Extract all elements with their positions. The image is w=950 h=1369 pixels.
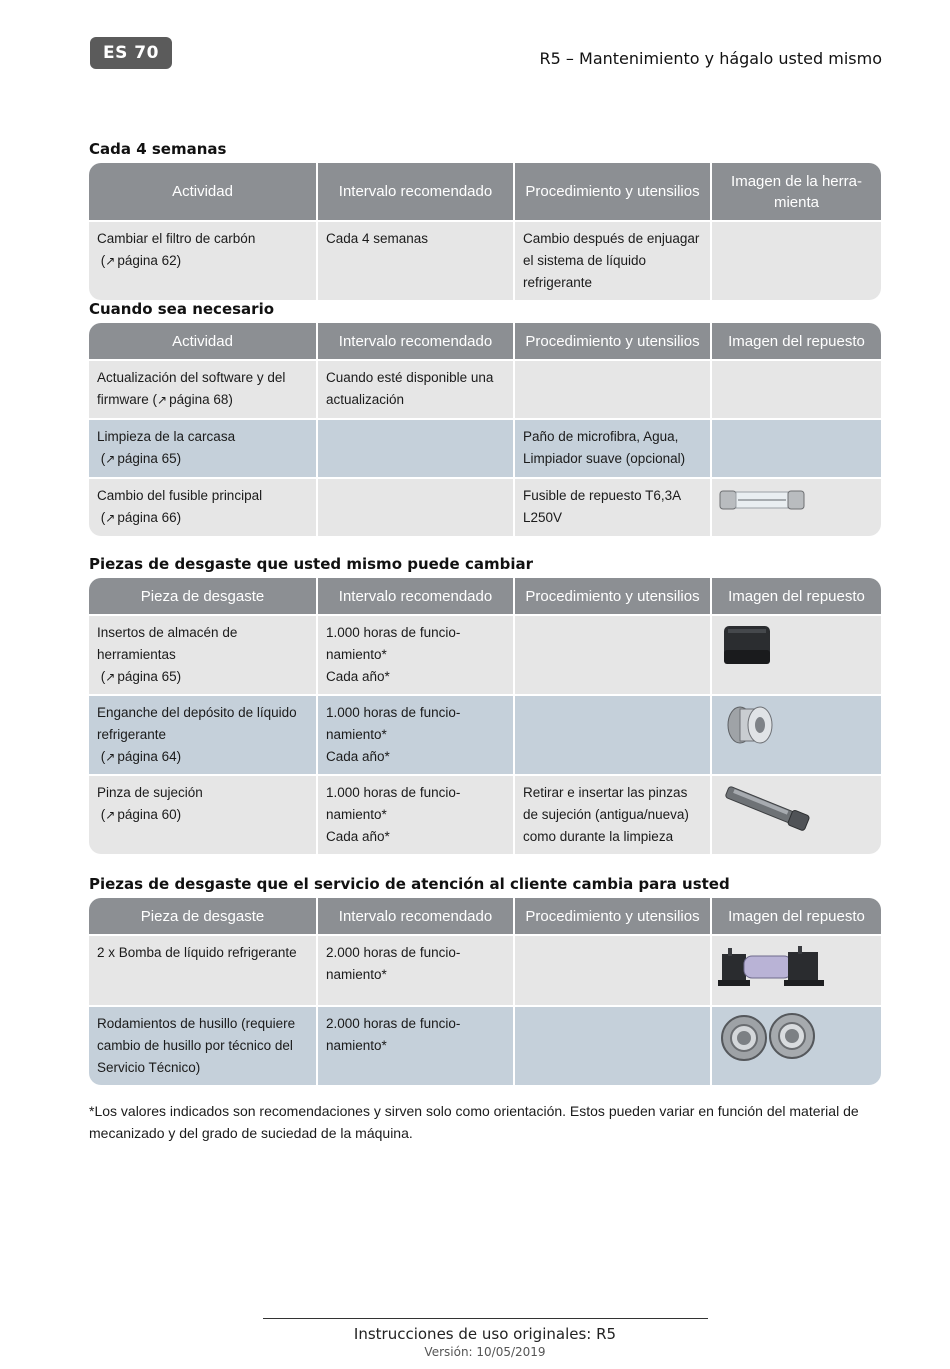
procedure-cell	[515, 694, 712, 774]
maintenance-table	[89, 323, 881, 536]
col-header-tool-image: Imagen de la herra-mienta	[712, 163, 881, 220]
interval-line: 1.000 horas de funcio-	[326, 785, 461, 800]
part-cell: Rodamientos de husillo (requiere cambio de husillo por técnico del Servicio Técnico)	[89, 1005, 318, 1085]
footer-version: Versión: 10/05/2019	[424, 1345, 546, 1359]
image-cell	[712, 774, 881, 854]
section-title: Piezas de desgaste que el servicio de atención al cliente cambia para usted	[89, 875, 730, 893]
procedure-cell	[515, 934, 712, 1005]
activity-cell: Cambiar el filtro de carbón (↗ página 62)	[89, 220, 318, 300]
interval-cell	[318, 477, 515, 536]
footer-divider	[263, 1318, 708, 1319]
col-header-activity: Actividad	[89, 163, 318, 220]
interval-line: Cada año*	[326, 669, 390, 684]
col-header-interval: Intervalo recomendado	[318, 578, 515, 614]
part-cell: 2 x Bomba de líquido refrigerante	[89, 934, 318, 1005]
col-header-part-image: Imagen del repuesto	[712, 898, 881, 934]
external-link-icon: ↗	[157, 393, 168, 407]
wear-parts-table	[89, 578, 881, 854]
page-reference-link[interactable]: página 64	[117, 749, 177, 764]
external-link-icon: ↗	[105, 254, 116, 268]
image-cell	[712, 220, 881, 300]
part-cell: Insertos de almacén de herramientas (↗ página 65)	[89, 614, 318, 694]
section-user-wear-parts	[89, 554, 881, 854]
col-header-procedure: Procedimiento y utensilios	[515, 323, 712, 359]
interval-line: 2.000 horas de funcio-	[326, 945, 461, 960]
coolant-pump-image	[718, 940, 826, 996]
external-link-icon: ↗	[105, 452, 116, 466]
page-reference-link[interactable]: página 65	[117, 669, 177, 684]
section-title: Cada 4 semanas	[89, 140, 227, 158]
image-cell	[712, 694, 881, 774]
spindle-bearings-image	[718, 1011, 822, 1063]
table-row	[89, 694, 881, 774]
collet-image	[718, 780, 818, 836]
col-header-wear-part: Pieza de desgaste	[89, 898, 318, 934]
procedure-cell	[515, 614, 712, 694]
col-header-part-image: Imagen del repuesto	[712, 323, 881, 359]
interval-line: Cada año*	[326, 749, 390, 764]
wear-parts-table	[89, 898, 881, 1085]
col-header-procedure: Procedimiento y utensilios	[515, 163, 712, 220]
interval-line: namiento*	[326, 727, 387, 742]
image-cell	[712, 359, 881, 418]
procedure-cell	[515, 359, 712, 418]
part-text: Enganche del depósito de líquido refrigerante	[97, 705, 297, 742]
chapter-title: R5 – Mantenimiento y hágalo usted mismo	[539, 49, 882, 68]
interval-cell	[318, 614, 515, 694]
image-cell	[712, 477, 881, 536]
interval-cell	[318, 774, 515, 854]
external-link-icon: ↗	[105, 670, 116, 684]
maintenance-table	[89, 163, 881, 300]
page-reference-link[interactable]: página 62	[117, 253, 177, 268]
external-link-icon: ↗	[105, 750, 116, 764]
external-link-icon: ↗	[105, 808, 116, 822]
col-header-interval: Intervalo recomendado	[318, 898, 515, 934]
interval-cell	[318, 694, 515, 774]
interval-cell: Cuando esté disponible una actualización	[318, 359, 515, 418]
col-header-interval: Intervalo recomendado	[318, 323, 515, 359]
page-reference-link[interactable]: página 65	[117, 451, 177, 466]
image-cell	[712, 614, 881, 694]
section-title: Piezas de desgaste que usted mismo puede cambiar	[89, 555, 533, 573]
col-header-wear-part: Pieza de desgaste	[89, 578, 318, 614]
part-text: Insertos de almacén de herramientas	[97, 625, 238, 662]
interval-line: 2.000 horas de funcio-	[326, 1016, 461, 1031]
interval-line: namiento*	[326, 1038, 387, 1053]
activity-cell: Cambio del fusible principal (↗ página 66)	[89, 477, 318, 536]
activity-cell: Limpieza de la carcasa (↗ página 65)	[89, 418, 318, 477]
table-row	[89, 359, 881, 418]
activity-text: Cambiar el filtro de carbón	[97, 231, 256, 246]
table-row	[89, 418, 881, 477]
interval-cell	[318, 418, 515, 477]
table-row	[89, 614, 881, 694]
col-header-procedure: Procedimiento y utensilios	[515, 898, 712, 934]
activity-text: Actualización del software y del	[97, 370, 286, 385]
page-number-badge: ES 70	[90, 37, 172, 69]
part-cell: Pinza de sujeción (↗ página 60)	[89, 774, 318, 854]
activity-cell: Actualización del software y del firmware (↗ página 68)	[89, 359, 318, 418]
col-header-activity: Actividad	[89, 323, 318, 359]
table-row	[89, 220, 881, 300]
table-row	[89, 477, 881, 536]
section-title: Cuando sea necesario	[89, 300, 275, 318]
procedure-cell: Cambio después de enjuagar el sistema de líquido refrigerante	[515, 220, 712, 300]
table-row	[89, 774, 881, 854]
image-cell	[712, 418, 881, 477]
procedure-cell: Fusible de repuesto T6,3A L250V	[515, 477, 712, 536]
image-cell	[712, 1005, 881, 1085]
part-text: Pinza de sujeción	[97, 785, 203, 800]
interval-line: namiento*	[326, 647, 387, 662]
interval-line: namiento*	[326, 807, 387, 822]
image-cell	[712, 934, 881, 1005]
table-row	[89, 1005, 881, 1085]
page-reference-link[interactable]: página 68	[169, 392, 229, 407]
col-header-interval: Intervalo recomendado	[318, 163, 515, 220]
interval-line: 1.000 horas de funcio-	[326, 705, 461, 720]
part-cell: Enganche del depósito de líquido refrigerante (↗ página 64)	[89, 694, 318, 774]
footer-title: Instrucciones de uso originales: R5	[353, 1325, 617, 1343]
procedure-cell: Retirar e insertar las pinzas de sujeción (antigua/nueva) como durante la limpieza	[515, 774, 712, 854]
activity-text: Limpieza de la carcasa	[97, 429, 236, 444]
interval-cell	[318, 1005, 515, 1085]
interval-line: 1.000 horas de funcio-	[326, 625, 461, 640]
col-header-procedure: Procedimiento y utensilios	[515, 578, 712, 614]
interval-line: Cada año*	[326, 829, 390, 844]
page-reference-link[interactable]: página 60	[117, 807, 177, 822]
col-header-part-image: Imagen del repuesto	[712, 578, 881, 614]
procedure-cell	[515, 1005, 712, 1085]
interval-cell	[318, 934, 515, 1005]
external-link-icon: ↗	[105, 511, 116, 525]
interval-cell: Cada 4 semanas	[318, 220, 515, 300]
section-every-4-weeks	[89, 139, 881, 300]
page-reference-link[interactable]: página 66	[117, 510, 177, 525]
footnote: *Los valores indicados son recomendaciones y sirven solo como orientación. Estos pueden variar en función del material de mecanizado y del grado de suciedad de la máquina.	[89, 1103, 859, 1141]
activity-text: Cambio del fusible principal	[97, 488, 263, 503]
tool-insert-image	[718, 620, 778, 670]
procedure-cell: Paño de microfibra, Agua, Limpiador suave (opcional)	[515, 418, 712, 477]
section-when-needed	[89, 299, 881, 536]
table-row	[89, 934, 881, 1005]
section-service-wear-parts	[89, 874, 881, 1085]
coolant-coupling-image	[718, 700, 782, 750]
interval-line: namiento*	[326, 967, 387, 982]
fuse-image	[718, 483, 808, 517]
